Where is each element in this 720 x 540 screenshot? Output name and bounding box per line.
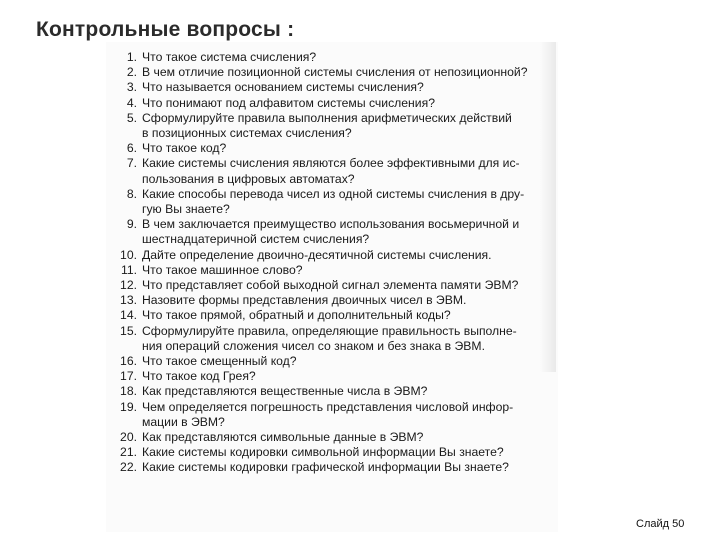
question-number: 13. [120,293,137,308]
question-number: 19. [120,399,137,414]
question-line: Назовите формы представления двоичных чисел в ЭВМ. [142,293,467,308]
list-item [114,141,560,156]
question-number: 12. [120,278,137,293]
question-text [142,400,560,430]
question-line: Как представляются символьные данные в ЭВМ? [142,430,424,445]
question-number: 4. [126,95,137,110]
question-line: Дайте определение двоично-десятичной системы счисления. [142,247,492,262]
question-number: 18. [120,384,137,399]
question-number: 17. [120,369,137,384]
question-number: 11. [120,262,137,277]
list-item [114,445,560,460]
question-number: 2. [126,65,137,80]
question-line: В чем отличие позиционной системы счисления от непозиционной? [142,65,528,80]
question-text [142,308,560,323]
question-number: 16. [120,354,137,369]
list-item [114,460,560,475]
question-line: Что представляет собой выходной сигнал элемента памяти ЭВМ? [142,278,519,293]
question-line: в позиционных системах счисления? [142,126,352,141]
question-line: Какие способы перевода чисел из одной системы счисления в дру- [142,186,525,201]
list-item [114,354,560,369]
question-number: 10. [120,247,137,262]
question-text [142,111,560,141]
list-item [114,293,560,308]
question-line: Что такое машинное слово? [142,262,303,277]
list-item [114,96,560,111]
question-text [142,263,560,278]
question-line: Какие системы счисления являются более эффективными для ис- [142,156,520,171]
question-text [142,80,560,95]
question-line: Какие системы кодировки символьной информации Вы знаете? [142,445,504,460]
question-line: Что такое код? [142,141,227,156]
question-number: 7. [126,156,137,171]
list-item [114,369,560,384]
question-text [142,445,560,460]
question-line: Что такое код Грея? [142,369,256,384]
question-text [142,187,560,217]
list-item [114,263,560,278]
question-text [142,141,560,156]
question-number: 22. [120,460,137,475]
question-line: Сформулируйте правила, определяющие правильность выполне- [142,323,517,338]
list-item [114,156,560,186]
question-number: 15. [120,323,137,338]
question-line: шестнадцатеричной систем счисления? [142,232,370,247]
question-number: 8. [126,186,137,201]
list-item [114,400,560,430]
list-item [114,430,560,445]
question-line: Чем определяется погрешность представления числовой инфор- [142,399,514,414]
question-number: 3. [126,80,137,95]
question-number: 20. [120,430,137,445]
list-item [114,217,560,247]
question-line: В чем заключается преимущество использования восьмеричной и [142,217,520,232]
question-text [142,50,560,65]
list-item [114,278,560,293]
question-number: 9. [126,217,137,232]
question-text [142,384,560,399]
page-title: Контрольные вопросы : [36,18,295,41]
question-number: 5. [126,110,137,125]
question-number: 21. [120,445,137,460]
question-text [142,65,560,80]
question-line: Что понимают под алфавитом системы счисления? [142,95,435,110]
list-item [114,248,560,263]
list-item [114,80,560,95]
question-line: Что такое система счисления? [142,50,317,64]
question-text [142,354,560,369]
slide-number: Слайд 50 [636,518,685,530]
question-text [142,293,560,308]
question-number: 14. [120,308,137,323]
question-text [142,248,560,263]
question-line: Что такое прямой, обратный и дополнительный коды? [142,308,451,323]
question-text [142,430,560,445]
question-list [114,50,560,476]
question-line: Что такое смещенный код? [142,354,297,369]
list-item [114,65,560,80]
question-line: пользования в цифровых автоматах? [142,171,355,186]
question-text [142,369,560,384]
question-line: Какие системы кодировки графической информации Вы знаете? [142,460,509,475]
list-item [114,187,560,217]
list-item [114,308,560,323]
question-line: Сформулируйте правила выполнения арифметических действий [142,110,512,125]
question-line: Что называется основанием системы счисления? [142,80,424,95]
question-number: 6. [126,141,137,156]
list-item [114,50,560,65]
question-text [142,460,560,475]
question-text [142,217,560,247]
question-line: Как представляются вещественные числа в ЭВМ? [142,384,428,399]
list-item [114,324,560,354]
question-line: мации в ЭВМ? [142,414,225,429]
question-text [142,96,560,111]
question-text [142,324,560,354]
list-item [114,111,560,141]
question-number: 1. [126,50,137,64]
question-line: ния операций сложения чисел со знаком и без знака в ЭВМ. [142,338,485,353]
question-line: гую Вы знаете? [142,202,230,217]
list-item [114,384,560,399]
question-text [142,156,560,186]
question-text [142,278,560,293]
